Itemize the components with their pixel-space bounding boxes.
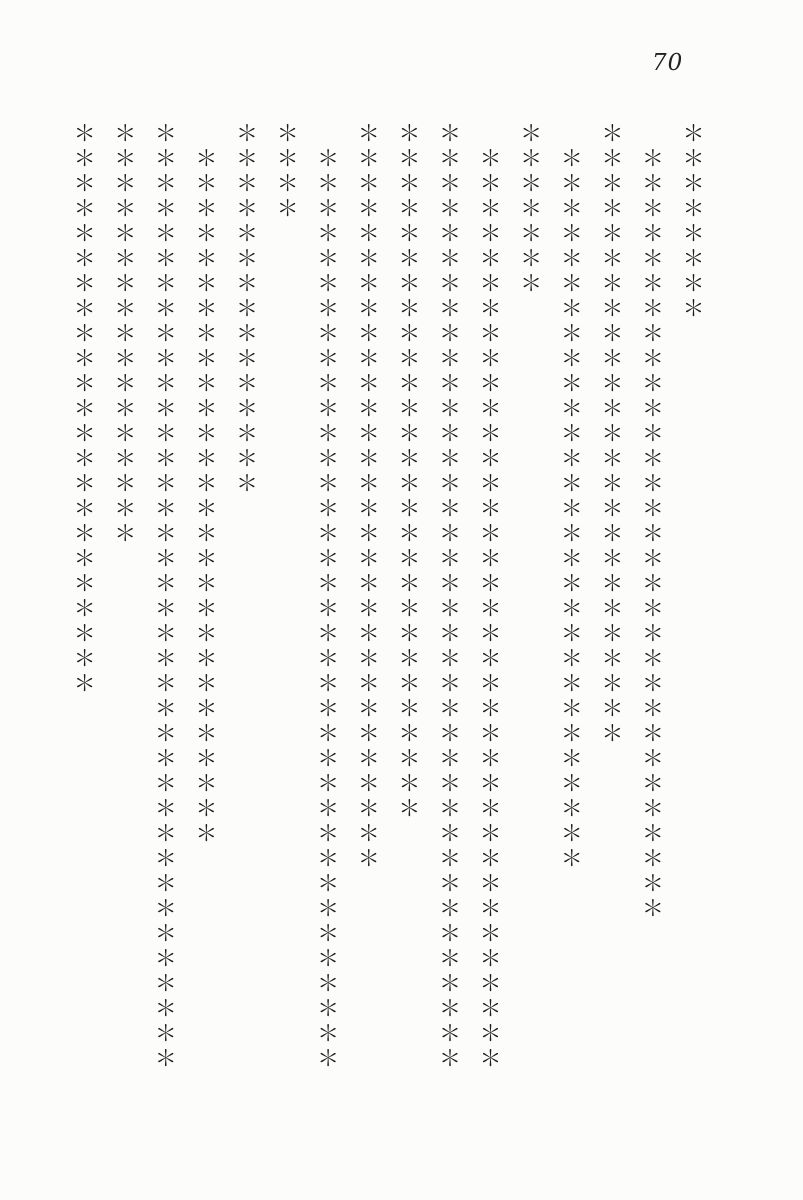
text-column-redacted: ＊＊＊＊＊＊＊＊＊＊＊＊＊＊＊＊＊＊＊＊＊＊＊＊＊＊＊＊＊＊＊＊＊＊＊＊＊＊	[435, 122, 461, 1072]
text-column-redacted: ＊＊＊＊＊＊＊＊＊＊＊＊＊＊＊＊＊＊＊＊＊＊＊＊＊＊＊＊＊＊＊＊＊＊＊＊＊＊	[151, 122, 177, 1072]
text-column-redacted: ＊＊＊＊＊＊＊＊＊＊＊＊＊＊＊＊＊＊＊＊＊＊＊	[70, 122, 96, 697]
text-column-redacted: ＊＊＊＊＊＊＊＊＊＊＊＊＊＊＊＊＊	[110, 122, 136, 547]
text-column-redacted: ＊＊＊＊＊＊＊＊＊＊＊＊＊＊＊＊＊＊＊＊＊＊＊＊＊＊＊＊	[191, 147, 217, 847]
text-column-redacted: ＊＊＊＊＊＊＊＊＊＊＊＊＊＊＊＊＊＊＊＊＊＊＊＊＊＊＊＊＊＊＊＊＊＊＊＊＊	[476, 147, 502, 1072]
text-columns	[62, 122, 712, 1074]
page-number: 70	[652, 50, 684, 76]
text-column-redacted: ＊＊＊＊＊＊＊＊＊＊＊＊＊＊＊＊＊＊＊＊＊＊＊＊＊	[597, 122, 623, 747]
text-column-redacted: ＊＊＊＊＊＊＊＊＊＊＊＊＊＊＊＊＊＊＊＊＊＊＊＊＊＊＊＊＊＊＊	[638, 147, 664, 922]
text-column-redacted: ＊＊＊＊＊＊＊＊＊＊＊＊＊＊＊	[232, 122, 258, 497]
text-column-redacted: ＊＊＊＊＊＊＊＊＊＊＊＊＊＊＊＊＊＊＊＊＊＊＊＊＊＊＊＊＊＊	[354, 122, 380, 872]
text-column-redacted: ＊＊＊＊＊＊＊＊＊＊＊＊＊＊＊＊＊＊＊＊＊＊＊＊＊＊＊＊＊	[557, 147, 583, 872]
text-column-redacted: ＊＊＊＊＊＊＊＊＊＊＊＊＊＊＊＊＊＊＊＊＊＊＊＊＊＊＊＊＊＊＊＊＊＊＊＊＊	[313, 147, 339, 1072]
text-column-redacted: ＊＊＊＊＊＊＊＊	[679, 122, 704, 322]
text-column-redacted: ＊＊＊＊＊＊＊＊＊＊＊＊＊＊＊＊＊＊＊＊＊＊＊＊＊＊＊＊	[394, 122, 420, 822]
text-column-redacted: ＊＊＊＊	[273, 122, 299, 222]
text-column-redacted: ＊＊＊＊＊＊＊	[516, 122, 542, 297]
